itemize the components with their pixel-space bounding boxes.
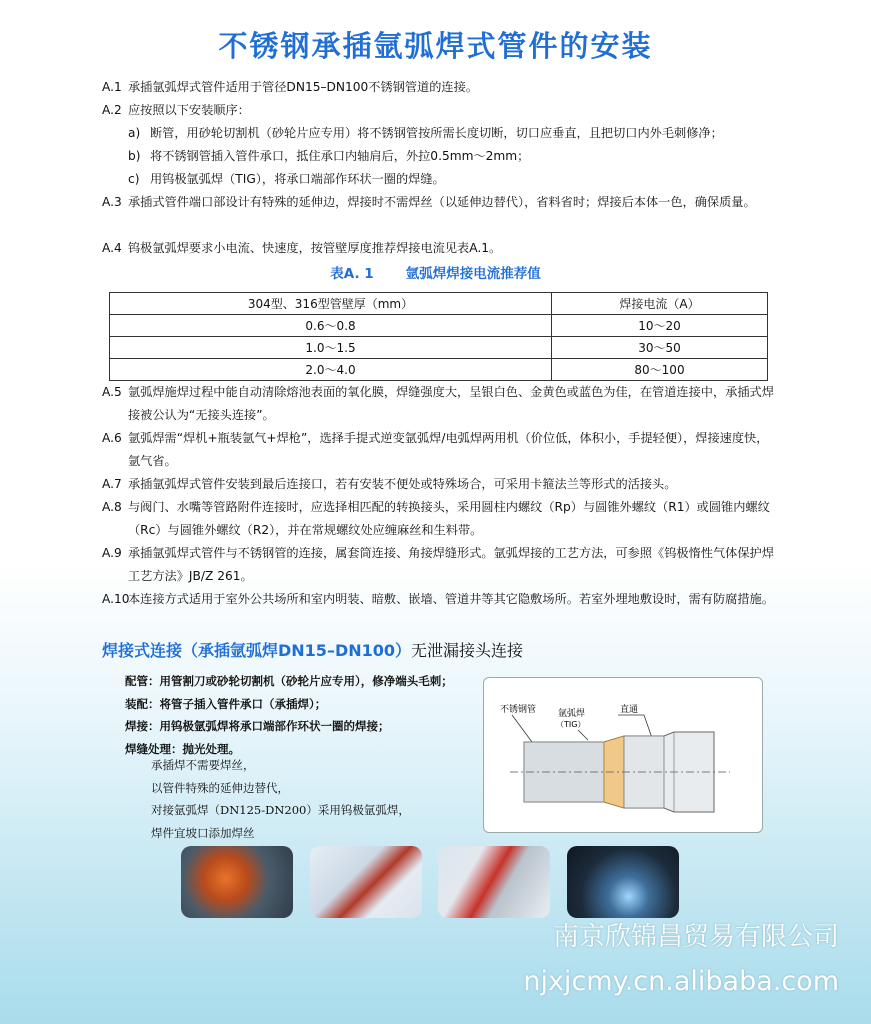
pipe-joint-diagram: [483, 677, 763, 833]
item-number: A.4: [102, 241, 122, 255]
step-item: 装配：将管子插入管件承口（承插焊）；: [125, 696, 327, 711]
note-line: 焊件宜坡口添加焊丝: [151, 825, 255, 840]
item-text: 将不锈钢管插入管件承口，抵住承口内轴肩后，外拉0.5mm～2mm；: [150, 149, 530, 163]
welding-notes: [151, 754, 410, 844]
photo-tig-welding: [567, 846, 679, 918]
item-number: A.2: [102, 103, 122, 117]
table-row: [110, 337, 768, 359]
item-number: A.5: [102, 385, 122, 399]
table-caption: [0, 262, 871, 282]
table-cell: 1.0～1.5: [110, 337, 552, 359]
step-item: 焊接：用钨极氩弧焊将承口端部作环状一圈的焊接；: [125, 719, 390, 733]
watermark-company: 南京欣锦昌贸易有限公司: [552, 922, 839, 952]
item-text: 钨极氩弧焊要求小电流、快速度，按管壁厚度推荐焊接电流见表A.1。: [128, 241, 502, 255]
label-straight: 直通: [620, 705, 639, 715]
item-text: 承插氩弧焊式管件与不锈钢管的连接，属套筒连接、角接焊缝形式。氩弧焊接的工艺方法，可参照《钨极惰性气体保护焊工艺方法》JB/Z 261。: [128, 546, 774, 583]
table-cell: 2.0～4.0: [110, 359, 552, 381]
item-number: b): [128, 149, 141, 163]
note-line: 承插焊不需要焊丝，: [151, 758, 255, 772]
item-number: A.10: [102, 592, 130, 606]
item-text: 氩弧焊施焊过程中能自动清除熔池表面的氧化膜，焊缝强度大，呈银白色、金黄色或蓝色为佳，在管道连接中，承插式焊接被公认为“无接头连接”。: [128, 385, 774, 422]
item-number: A.1: [102, 80, 122, 94]
note-line: 对接氩弧焊（DN125-DN200）采用钨极氩弧焊，: [151, 803, 410, 817]
item-number: A.3: [102, 195, 122, 209]
item-text: 氩弧焊需“焊机+瓶装氩气+焊枪”，选择手提式逆变氩弧焊/电弧焊两用机（价位低，体积小，手提轻便），焊接速度快，氩气省。: [128, 431, 769, 468]
page-title: 不锈钢承插氩弧焊式管件的安装: [218, 29, 653, 63]
item-number: c): [128, 172, 140, 186]
step-item: 焊缝处理：抛光处理。: [125, 741, 240, 756]
table-row: [110, 359, 768, 381]
label-weld: 氩弧焊: [558, 709, 586, 719]
item-text: 应按照以下安装顺序：: [128, 103, 250, 117]
item-number: A.7: [102, 477, 122, 491]
item-number: A.6: [102, 431, 122, 445]
installation-steps: [125, 670, 453, 760]
table-cell: 30～50: [552, 337, 768, 359]
step-item: 配管：用管割刀或砂轮切割机（砂轮片应专用），修净端头毛刺；: [125, 674, 453, 688]
photo-deburring: [310, 846, 422, 918]
watermark-site: njxjcmy.cn.alibaba.com: [523, 966, 839, 997]
item-text: 用钨极氩弧焊（TIG），将承口端部作环状一圈的焊缝。: [150, 172, 445, 186]
table-cell: 0.6～0.8: [110, 315, 552, 337]
table-caption-number: 表A. 1: [330, 266, 374, 282]
item-text: 本连接方式适用于室外公共场所和室内明装、暗敷、嵌墙、管道井等其它隐敷场所。若室外埋地敷设时，需有防腐措施。: [128, 592, 774, 606]
label-pipe: 不锈钢管: [500, 705, 537, 715]
note-line: 以管件特殊的延伸边替代，: [151, 780, 289, 795]
item-number: A.9: [102, 546, 122, 560]
item-number: a): [128, 126, 141, 140]
label-tig: （TIG）: [556, 720, 586, 729]
item-text: 与阀门、水嘴等管路附件连接时，应选择相匹配的转换接头，采用圆柱内螺纹（Rp）与圆锥外螺纹（R1）或圆锥内螺纹（Rc）与圆锥外螺纹（R2），并在常规螺纹处应缠麻丝和生料带。: [128, 500, 770, 537]
item-text: 承插氩弧焊式管件适用于管径DN15–DN100不锈钢管道的连接。: [128, 80, 478, 94]
section-heading: [102, 638, 523, 661]
table-caption-title: 氩弧焊焊接电流推荐值: [405, 266, 541, 282]
item-number: A.8: [102, 500, 122, 514]
table-cell: 80～100: [552, 359, 768, 381]
table-header: 304型、316型管壁厚（mm）: [110, 293, 552, 315]
item-text: 断管，用砂轮切割机（砂轮片应专用）将不锈钢管按所需长度切断，切口应垂直，且把切口内外毛刺修净；: [150, 126, 723, 140]
photo-cutting-machine: [181, 846, 293, 918]
photo-pipe-insertion: [438, 846, 550, 918]
pipe-joint-drawing: [484, 678, 762, 832]
item-text: 承插氩弧焊式管件安装到最后连接口，若有安装不便处或特殊场合，可采用卡箍法兰等形式的活接头。: [128, 477, 677, 491]
section-heading-bold: 焊接式连接（承插氩弧焊DN15–DN100）: [102, 641, 412, 660]
table-header-row: [110, 293, 768, 315]
welding-current-table: [109, 292, 768, 381]
table-header: 焊接电流（A）: [552, 293, 768, 315]
table-row: [110, 315, 768, 337]
item-text: 承插式管件端口部设计有特殊的延伸边，焊接时不需焊丝（以延伸边替代），省料省时；焊接后本体一色，确保质量。: [128, 195, 756, 209]
table-cell: 10～20: [552, 315, 768, 337]
section-heading-plain: 无泄漏接头连接: [411, 641, 524, 660]
